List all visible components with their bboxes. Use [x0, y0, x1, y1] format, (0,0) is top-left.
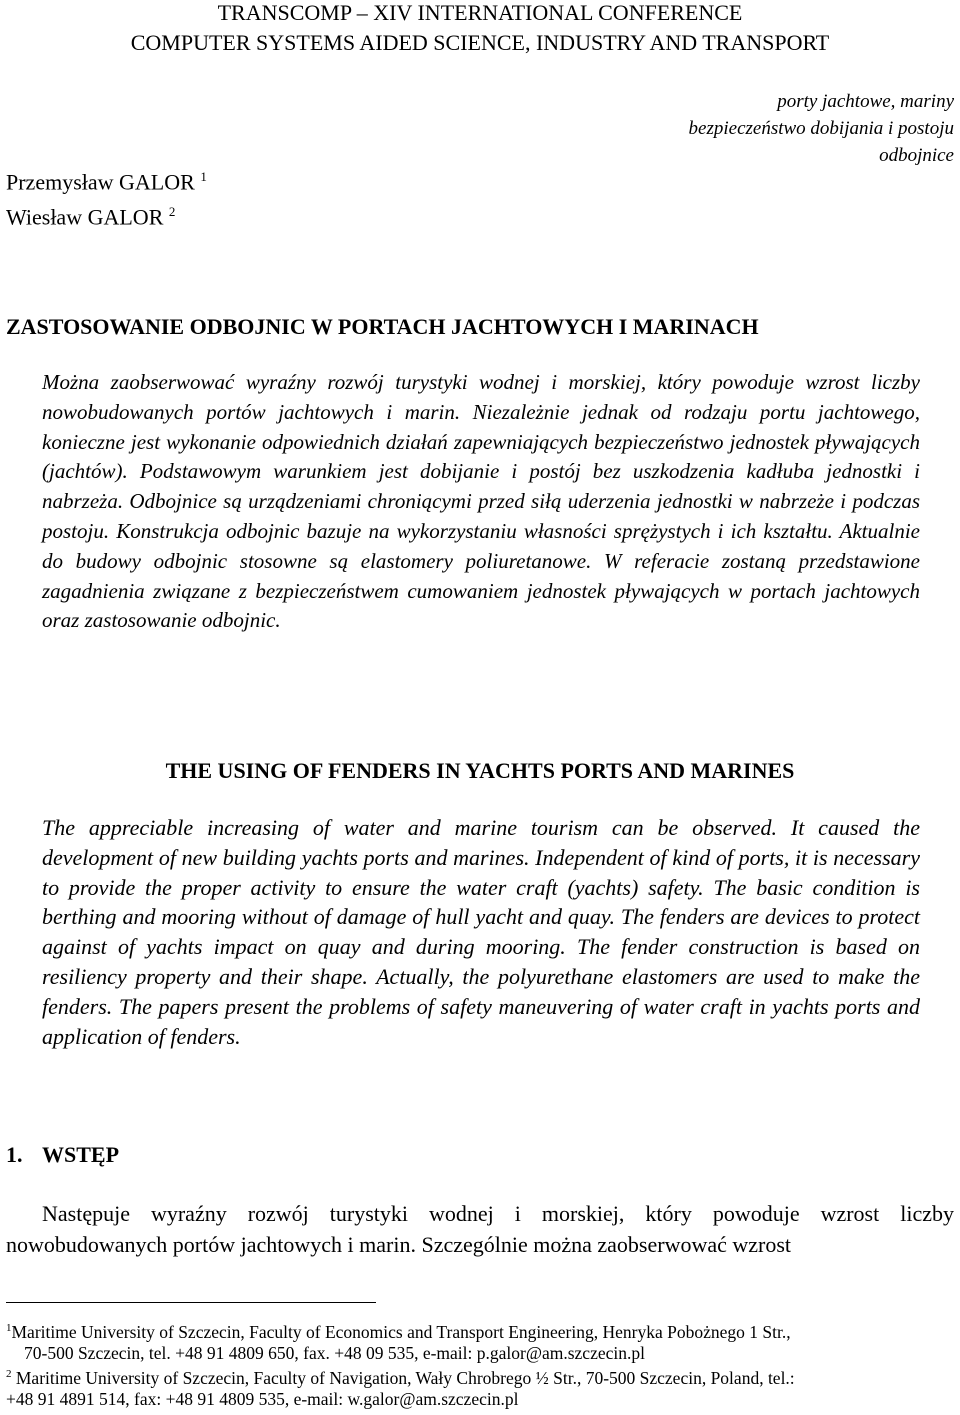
conference-header	[0, 0, 960, 58]
author	[6, 162, 207, 197]
keyword-line: bezpieczeństwo dobijania i postoju	[688, 118, 954, 139]
footnote	[6, 1318, 956, 1343]
author-name: Wiesław GALOR	[6, 204, 164, 230]
footnote-mark: 1	[6, 1322, 12, 1334]
author	[6, 197, 207, 232]
author-footnote-mark: 1	[200, 169, 207, 184]
conference-name: TRANSCOMP – XIV INTERNATIONAL CONFERENCE	[217, 0, 743, 25]
abstract-english: The appreciable increasing of water and marine tourism can be observed. It caused the development of new building yachts ports and marines. Independent of kind of ports, it is necessary to provide the proper activity to ensure the water craft (yachts) safety. The basic condition is berthing and mooring without of damage of hull yacht and quay. The fenders are devices to protect against of yachts impact on quay and during mooring. The fender construction is based on resiliency property and their shape. Actually, the polyurethane elastomers are used to make the fenders. The papers present the problems of safety maneuvering of water craft in yachts ports and application of fenders.	[42, 815, 920, 1049]
footnote-text: Maritime University of Szczecin, Faculty of Economics and Transport Engineering, Henryka Pobożnego 1 Str.,	[11, 1321, 791, 1342]
body-text: Następuje wyraźny rozwój turystyki wodnej i morskiej, który powoduje wzrost liczby nowobudowanych portów jachtowych i marin. Szczególnie można zaobserwować wzrost	[6, 1201, 954, 1257]
footnote-divider	[6, 1302, 376, 1303]
footnotes	[6, 1318, 956, 1410]
footnote-text: Maritime University of Szczecin, Faculty of Navigation, Wały Chrobrego ½ Str., 70-500 Szczecin, Poland, tel.:	[15, 1367, 795, 1388]
section-number: 1.	[6, 1142, 23, 1167]
section-heading	[6, 1140, 119, 1170]
author-name: Przemysław GALOR	[6, 169, 195, 195]
keyword-line: porty jachtowe, mariny	[777, 91, 954, 112]
author-footnote-mark: 2	[168, 204, 176, 220]
abstract-polish: Można zaobserwować wyraźny rozwój turystyki wodnej i morskiej, który powoduje wzrost liczby nowobudowanych portów jachtowych i marin. Niezależnie jednak od rodzaju portu jachtowego, konieczne jest wykonanie odpowiednich działań zapewniających bezpieczeństwo jednostek pływających (jachtów). Podstawowym warunkiem jest dobijanie i postój bez uszkodzenia kadłuba jednostki i nabrzeża. Odbojnice są urządzeniami chroniącymi przed siłą uderzenia jednostki w nabrzeże i podczas postoju. Konstrukcja odbojnic bazuje na wykorzystaniu własności sprężystych i ich kształtu. Aktualnie do budowy odbojnic stosowne są elastomery poliuretanowe. W referacie zostaną przedstawione zagadnienia związane z bezpieczeństwem cumowaniem jednostek pływających w portach jachtowych oraz zastosowanie odbojnic.	[42, 370, 920, 633]
footnote	[6, 1364, 956, 1389]
authors	[6, 162, 207, 233]
keywords	[689, 88, 954, 169]
keyword-line: odbojnice	[879, 145, 954, 166]
conference-subtitle: COMPUTER SYSTEMS AIDED SCIENCE, INDUSTRY AND TRANSPORT	[130, 30, 830, 55]
footnote-continuation: +48 91 4891 514, fax: +48 91 4809 535, e-mail: w.galor@am.szczecin.pl	[6, 1388, 519, 1409]
footnote-continuation: 70-500 Szczecin, tel. +48 91 4809 650, fax. +48 09 535, e-mail: p.galor@am.szczecin.pl	[24, 1342, 645, 1363]
paper-title-english: THE USING OF FENDERS IN YACHTS PORTS AND MARINES	[165, 758, 795, 783]
footnote-mark: 2	[6, 1367, 12, 1380]
section-title: WSTĘP	[42, 1142, 120, 1167]
paper-title-polish: ZASTOSOWANIE ODBOJNIC W PORTACH JACHTOWYCH I MARINACH	[6, 314, 759, 339]
body-paragraph	[6, 1198, 954, 1260]
